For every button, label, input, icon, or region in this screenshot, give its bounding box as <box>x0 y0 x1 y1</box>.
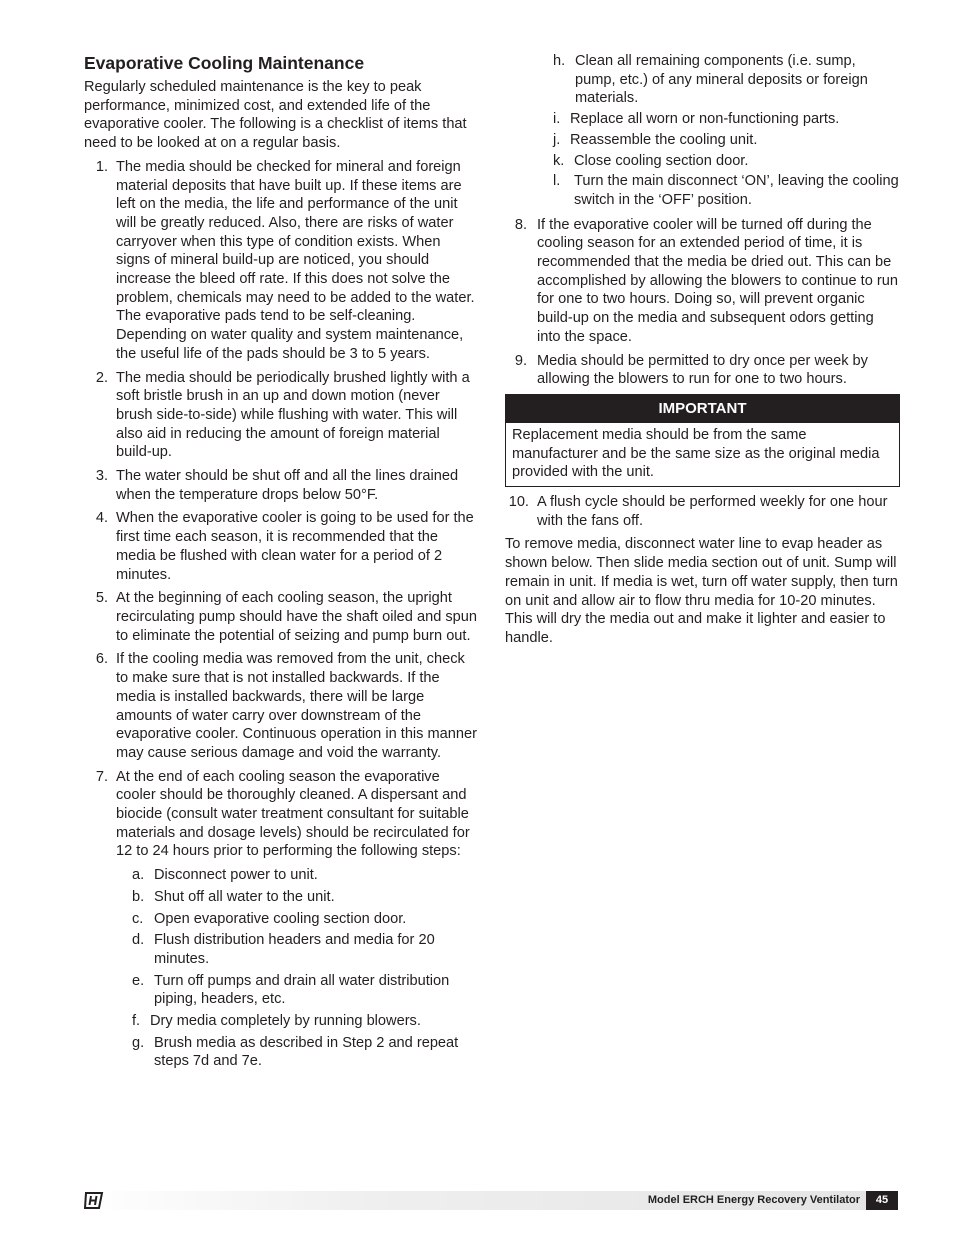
list-item <box>505 493 900 530</box>
closing-paragraph: To remove media, disconnect water line to evap header as shown below. Then slide media section out of unit. Sump will remain in unit. If media is wet, turn off water supply, then turn on unit and allow air to flow thru media for 10-20 minutes. This will dry the media out and make it lighter and easier to handle. <box>505 536 898 646</box>
list-item <box>84 509 478 584</box>
list-item <box>84 158 478 364</box>
list-number: 3. <box>95 468 108 485</box>
sub-step-text: Clean all remaining components (i.e. sump, pump, etc.) of any mineral deposits or foreign materials. <box>575 53 868 107</box>
important-heading: IMPORTANT <box>506 395 899 423</box>
list-number: 7. <box>95 768 108 785</box>
sub-step-letter: b. <box>132 888 145 905</box>
right-column <box>505 52 900 648</box>
sub-step <box>84 866 478 885</box>
list-text: If the cooling media was removed from the unit, check to make sure that is not installed backwards. If the media is installed backwards, there will be large amounts of water carry over downstream of the evaporative cooler. Continuous operation in this manner may cause serious damage and void the warranty. <box>116 651 478 761</box>
sub-step <box>84 888 478 907</box>
sub-step-letter: f. <box>132 1013 141 1030</box>
important-text: Replacement media should be from the same manufacturer and be the same size as the original media provided with the unit. <box>512 426 880 481</box>
sub-step-letter: g. <box>132 1034 145 1051</box>
sub-step <box>84 1034 478 1071</box>
sub-step-letter: a. <box>132 867 145 884</box>
sub-step-letter: j. <box>553 131 561 148</box>
sub-step <box>84 910 478 929</box>
sub-step-text: Open evaporative cooling section door. <box>154 910 407 927</box>
sub-step <box>84 931 478 968</box>
sub-step-letter: l. <box>553 173 561 190</box>
sub-step <box>505 110 900 129</box>
list-item <box>505 216 900 347</box>
footer-model: Model ERCH Energy Recovery Ventilator <box>647 1194 860 1206</box>
sub-step <box>505 172 900 209</box>
sub-step-text: Reassemble the cooling unit. <box>570 131 758 148</box>
sub-step-text: Disconnect power to unit. <box>154 867 318 884</box>
list-number: 2. <box>95 369 108 386</box>
sub-step-text: Shut off all water to the unit. <box>154 888 335 905</box>
list-item <box>84 589 478 645</box>
list-text: If the evaporative cooler will be turned off during the cooling season for an extended period of time, it is recommended that the media be dried out. This can be accomplished by allowing the blowers to continue to run for one to two hours. Doing so, will prevent organic build-up on the media and subsequent odors getting into the space. <box>537 216 898 345</box>
sub-step <box>84 1012 478 1031</box>
list-text: The media should be periodically brushed lightly with a soft bristle brush in an up and down motion (never brush side-to-side) while flushing with water. This will also aid in reducing the amount of foreign material build-up. <box>116 369 470 461</box>
sub-step <box>505 131 900 150</box>
sub-step-text: Close cooling section door. <box>574 152 749 169</box>
sub-step-text: Brush media as described in Step 2 and repeat steps 7d and 7e. <box>154 1034 459 1070</box>
sub-step <box>505 52 900 108</box>
greenheck-logo-icon <box>84 1192 104 1209</box>
list-number: 5. <box>95 590 108 607</box>
sub-step-letter: h. <box>553 53 566 69</box>
list-text: The water should be shut off and all the lines drained when the temperature drops below 50°F. <box>116 468 459 503</box>
sub-step-letter: i. <box>553 111 561 128</box>
list-number: 10. <box>508 494 529 511</box>
list-number: 9. <box>514 352 527 369</box>
sub-step <box>505 152 900 171</box>
page-footer <box>84 1191 898 1210</box>
list-item <box>84 467 478 504</box>
list-item <box>84 768 478 862</box>
list-text: When the evaporative cooler is going to be used for the first time each season, it is recommended that the media be flushed with clean water for a period of 2 minutes. <box>116 510 474 583</box>
page-number: 45 <box>866 1191 898 1210</box>
sub-step-letter: d. <box>132 932 145 949</box>
list-number: 8. <box>514 216 527 233</box>
intro-paragraph: Regularly scheduled maintenance is the key to peak performance, minimized cost, and extended life of the evaporative cooler. The following is a checklist of items that need to be looked at on a regular basis. <box>84 79 467 152</box>
list-number: 1. <box>95 158 108 175</box>
sub-step-text: Turn the main disconnect ‘ON’, leaving the cooling switch in the ‘OFF’ position. <box>574 173 899 208</box>
list-number: 4. <box>95 510 108 527</box>
list-item <box>84 369 478 463</box>
left-column <box>84 52 478 1073</box>
list-text: Media should be permitted to dry once per week by allowing the blowers to run for one to two hours. <box>537 352 868 388</box>
sub-step-text: Turn off pumps and drain all water distribution piping, headers, etc. <box>154 972 450 1008</box>
list-text: At the end of each cooling season the evaporative cooler should be thoroughly cleaned. A dispersant and biocide (consult water treatment consultant for suitable materials and dosage levels) should be recirculated for 12 to 24 hours prior to performing the following steps: <box>116 768 470 860</box>
important-box <box>505 394 900 487</box>
list-item <box>84 650 478 762</box>
sub-step-letter: e. <box>132 972 145 989</box>
list-text: At the beginning of each cooling season, the upright recirculating pump should have the shaft oiled and spun to eliminate the potential of seizing and pump burn out. <box>116 590 478 644</box>
list-text: A flush cycle should be performed weekly for one hour with the fans off. <box>537 494 888 529</box>
sub-step <box>84 972 478 1009</box>
section-title: Evaporative Cooling Maintenance <box>84 53 365 73</box>
sub-step-letter: c. <box>132 910 144 927</box>
sub-step-text: Replace all worn or non-functioning parts. <box>570 111 840 128</box>
list-number: 6. <box>95 651 108 668</box>
sub-step-text: Dry media completely by running blowers. <box>150 1013 421 1030</box>
list-text: The media should be checked for mineral and foreign material deposits that have built up. If these items are left on the media, the life and performance of the unit will be greatly reduced. Also, there are risks of water carryover when this type of condition exists. When signs of mineral build-up are noticed, you should increase the bleed off rate. If this does not solve the problem, chemicals may need to be added to the water. The evaporative pads tend to be self-cleaning. Depending on water quality and system maintenance, the useful life of the pads should be 3 to 5 years. <box>116 158 475 362</box>
list-item <box>505 352 900 389</box>
sub-step-text: Flush distribution headers and media for 20 minutes. <box>154 932 435 967</box>
sub-step-letter: k. <box>553 152 565 169</box>
